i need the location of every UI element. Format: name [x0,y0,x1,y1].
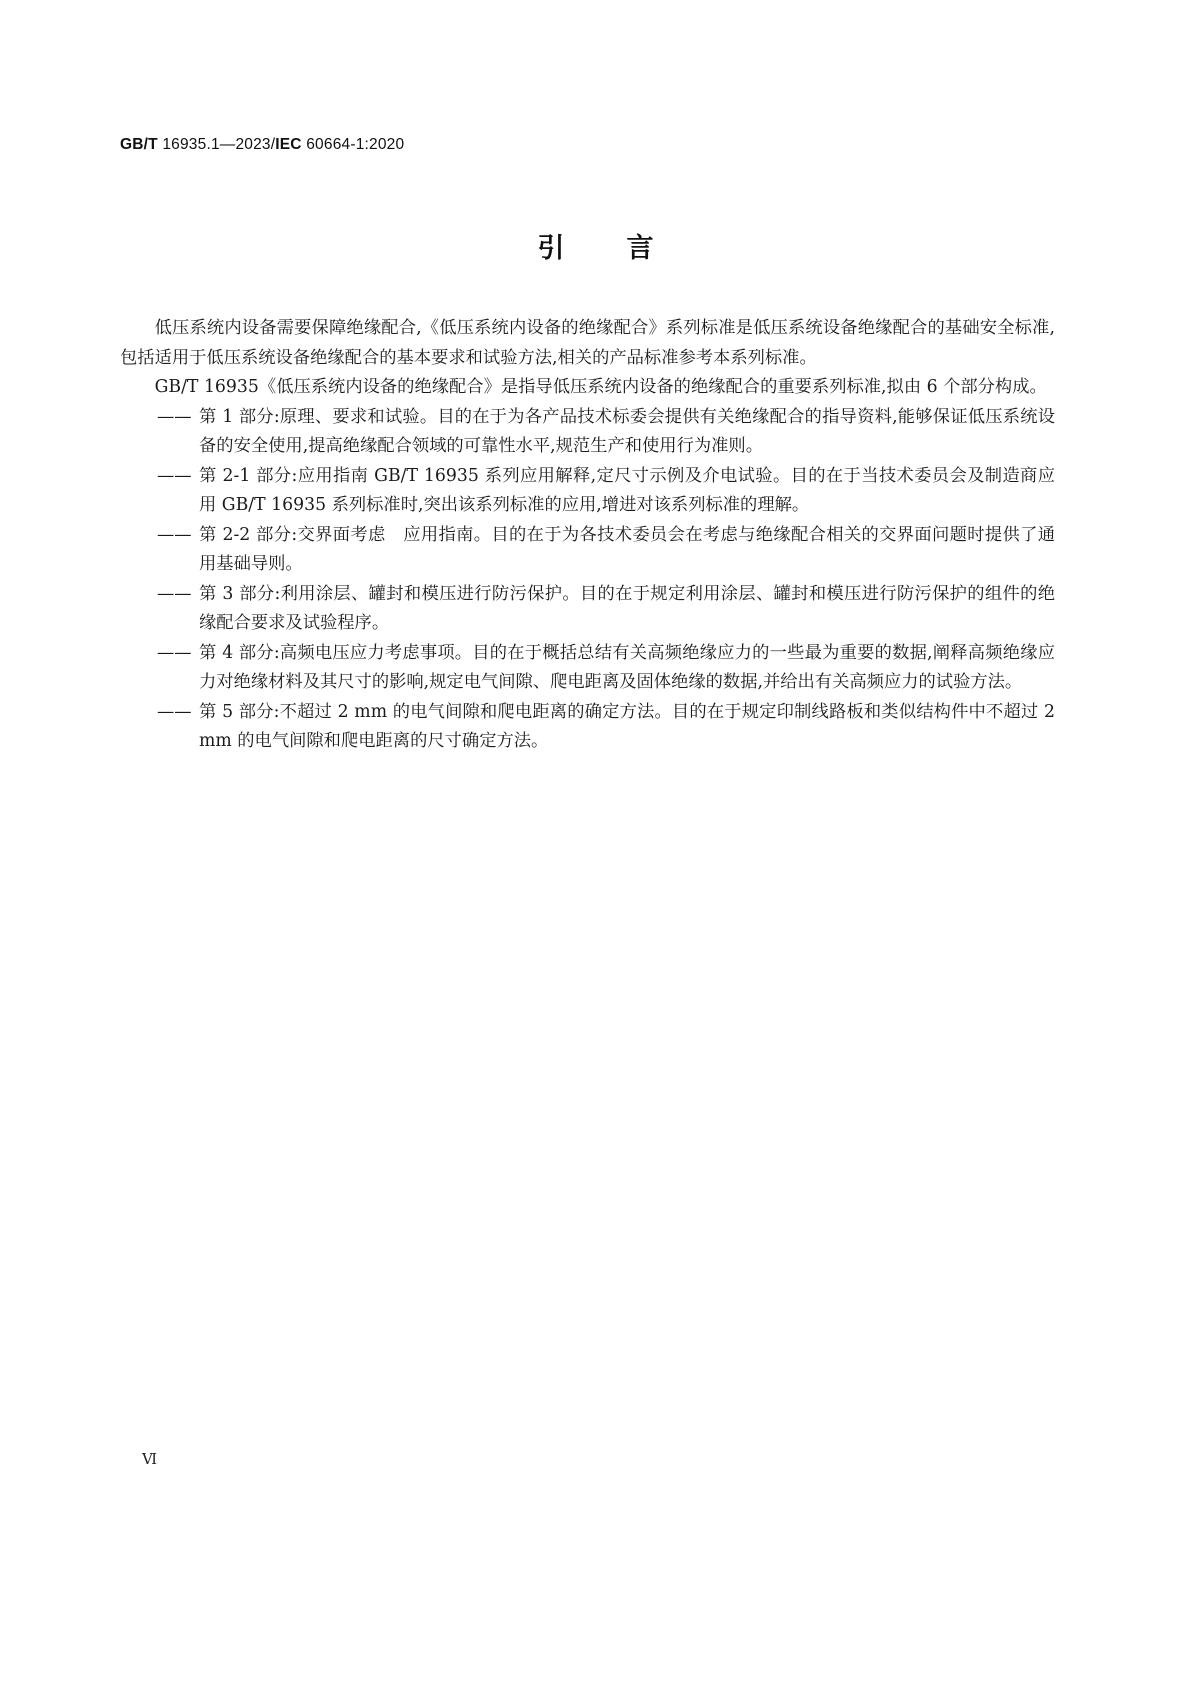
list-item [120,698,1055,757]
list-item-text: 第 4 部分:高频电压应力考虑事项。目的在于概括总结有关高频绝缘应力的一些最为重要的数据,阐释高频绝缘应力对绝缘材料及其尺寸的影响,规定电气间隙、爬电距离及固体绝缘的数据,并给出有关高频应力的试验方法。 [199,642,1055,692]
standard-code: 16935.1—2023/ [162,136,276,153]
list-dash: —— [157,406,192,427]
section-title: 引言 [537,233,716,264]
list-item-text: 第 2-2 部分:交界面考虑 应用指南。目的在于为各技术委员会在考虑与绝缘配合相关的交界面问题时提供了通用基础导则。 [199,524,1055,574]
list-item [120,462,1055,521]
list-item [120,639,1055,698]
list-dash: —— [157,465,192,486]
standard-prefix: GB/T [120,136,158,153]
paragraph-intro: 低压系统内设备需要保障绝缘配合,《低压系统内设备的绝缘配合》系列标准是低压系统设备绝缘配合的基础安全标准,包括适用于低压系统设备绝缘配合的基本要求和试验方法,相关的产品标准参考本系列标准。 [120,318,1055,368]
list-dash: —— [157,642,192,663]
list-item-text: 第 1 部分:原理、要求和试验。目的在于为各产品技术标委会提供有关绝缘配合的指导资料,能够保证低压系统设备的安全使用,提高绝缘配合领域的可靠性水平,规范生产和使用行为准则。 [199,406,1055,456]
list-item [120,580,1055,639]
list-item [120,403,1055,462]
list-item-text: 第 3 部分:利用涂层、罐封和模压进行防污保护。目的在于规定利用涂层、罐封和模压进行防污保护的组件的绝缘配合要求及试验程序。 [199,583,1055,633]
iec-code: 60664-1:2020 [306,136,405,153]
list-item-text: 第 5 部分:不超过 2 mm 的电气间隙和爬电距离的确定方法。目的在于规定印制线路板和类似结构件中不超过 2 mm 的电气间隙和爬电距离的尺寸确定方法。 [199,701,1055,751]
list-dash: —— [157,524,192,545]
document-body [120,314,1055,757]
list-dash: —— [157,583,192,604]
paragraph-series: GB/T 16935《低压系统内设备的绝缘配合》是指导低压系统内设备的绝缘配合的重要系列标准,拟由 6 个部分构成。 [154,377,1047,397]
list-dash: —— [157,701,192,722]
document-header [120,136,404,154]
iec-prefix: IEC [275,136,302,153]
list-item [120,521,1055,580]
list-item-text: 第 2-1 部分:应用指南 GB/T 16935 系列应用解释,定尺寸示例及介电试验。目的在于当技术委员会及制造商应用 GB/T 16935 系列标准时,突出该系列标准的应用,增进对该系列标准的理解。 [199,465,1055,515]
page-number: Ⅵ [142,1450,158,1468]
